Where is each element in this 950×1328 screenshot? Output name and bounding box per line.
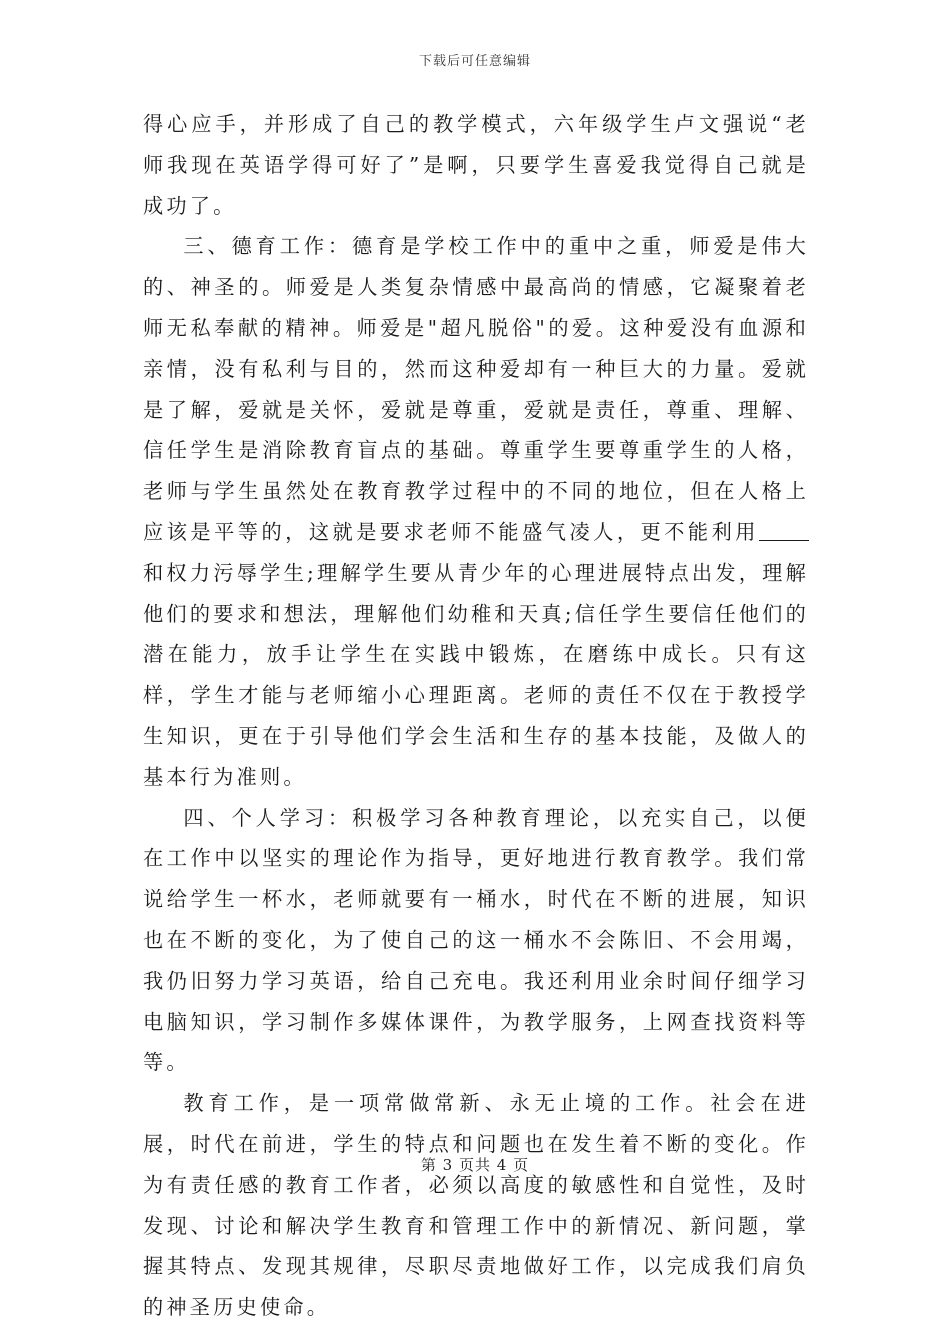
- paragraph-conclusion: 教育工作，是一项常做常新、永无止境的工作。社会在进展，时代在前进，学生的特点和问题也在发生着不断的变化。作为有责任感的教育工作者，必须以高度的敏感性和自觉性，及时发现、讨论和解决学生教育和管理工作中的新情况、新问题，掌握其特点、发现其规律，尽职尽责地做好工作，以完成我们肩负的神圣历史使命。: [143, 1091, 809, 1320]
- paragraph-moral-education: [143, 226, 809, 797]
- document-body: [143, 104, 809, 1328]
- fill-in-blank: [759, 520, 809, 541]
- page-header: 下载后可任意编辑: [418, 54, 531, 69]
- paragraph-moral-education-part1: 三、德育工作：德育是学校工作中的重中之重，师爱是伟大的、神圣的。师爱是人类复杂情感中最高尚的情感，它凝聚着老师无私奉献的精神。师爱是"超凡脱俗"的爱。这种爱没有血源和亲情，没有私利与目的，然而这种爱却有一种巨大的力量。爱就是了解，爱就是关怀，爱就是尊重，爱就是责任，尊重、理解、信任学生是消除教育盲点的基础。尊重学生要尊重学生的人格，老师与学生虽然处在教育教学过程中的不同的地位，但在人格上应该是平等的，这就是要求老师不能盛气凌人，更不能利用: [143, 234, 809, 544]
- paragraph-personal-study: 四、个人学习：积极学习各种教育理论，以充实自己，以便在工作中以坚实的理论作为指导，更好地进行教育教学。我们常说给学生一杯水，老师就要有一桶水，时代在不断的进展，知识也在不断的变化，为了使自己的这一桶水不会陈旧、不会用竭，我仍旧努力学习英语，给自己充电。我还利用业余时间仔细学习电脑知识，学习制作多媒体课件，为教学服务，上网查找资料等等。: [143, 805, 809, 1075]
- paragraph-continuation: 得心应手，并形成了自己的教学模式，六年级学生卢文强说“老师我现在英语学得可好了”是啊，只要学生喜爱我觉得自己就是成功了。: [143, 112, 809, 218]
- page-footer: 第 3 页共 4 页: [420, 1156, 530, 1174]
- paragraph-moral-education-part2: 和权力污辱学生;理解学生要从青少年的心理进展特点出发，理解他们的要求和想法，理解他们幼稚和天真;信任学生要信任他们的潜在能力，放手让学生在实践中锻炼，在磨练中成长。只有这样，学生才能与老师缩小心理距离。老师的责任不仅在于教授学生知识，更在于引导他们学会生活和生存的基本技能，及做人的基本行为准则。: [143, 560, 809, 789]
